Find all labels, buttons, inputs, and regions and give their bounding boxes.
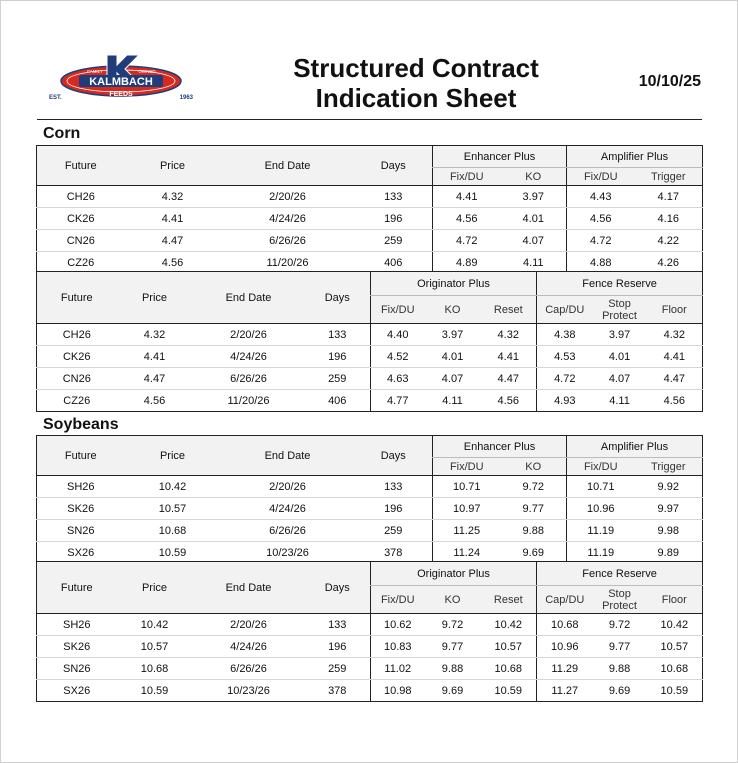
cell-enhancer-fixdu: 10.71 <box>433 476 501 498</box>
col-header-fixdu: Fix/DU <box>567 458 635 476</box>
cell-originator-ko: 9.77 <box>425 636 481 658</box>
cell-amplifier-fixdu: 10.71 <box>567 476 635 498</box>
cell-enhancer-fixdu: 4.56 <box>433 208 501 230</box>
table-row <box>37 636 703 658</box>
cell-originator-reset: 10.68 <box>481 658 537 680</box>
cell-days: 196 <box>355 498 433 520</box>
col-header-end-date: End Date <box>221 146 355 186</box>
cell-days: 259 <box>305 368 371 390</box>
cell-future: SK26 <box>37 498 125 520</box>
cell-fence-stop-protect: 9.72 <box>593 614 647 636</box>
table-row <box>37 208 703 230</box>
cell-price: 10.42 <box>125 476 221 498</box>
cell-enhancer-ko: 9.72 <box>501 476 567 498</box>
cell-originator-reset: 4.32 <box>481 324 537 346</box>
cell-fence-capdu: 11.29 <box>537 658 593 680</box>
cell-originator-reset: 4.56 <box>497 394 519 407</box>
table-row <box>37 368 703 390</box>
col-header-future: Future <box>37 146 125 186</box>
table-row <box>37 658 703 680</box>
table-row <box>37 186 703 208</box>
cell-price: 10.59 <box>140 684 169 697</box>
cell-fence-floor: 10.59 <box>660 684 689 697</box>
col-header-days: Days <box>355 436 433 476</box>
col-header-price: Price <box>125 146 221 186</box>
cell-end-date: 11/20/26 <box>266 256 309 269</box>
cell-originator-ko: 4.07 <box>425 368 481 390</box>
cell-fence-stop-protect: 4.11 <box>609 394 630 407</box>
cell-end-date: 2/20/26 <box>193 324 305 346</box>
cell-price: 4.41 <box>125 208 221 230</box>
cell-enhancer-fixdu: 4.89 <box>433 252 501 274</box>
col-header-ko: KO <box>501 458 567 476</box>
cell-originator-reset: 4.41 <box>481 346 537 368</box>
section-title-corn: Corn <box>43 125 81 142</box>
cell-end-date: 2/20/26 <box>221 186 355 208</box>
group-header-fence-reserve: Fence Reserve <box>537 562 703 586</box>
col-header-future: Future <box>37 562 117 614</box>
cell-originator-fixdu: 10.62 <box>371 614 425 636</box>
cell-end-date: 4/24/26 <box>221 498 355 520</box>
cell-price: 10.59 <box>158 546 187 559</box>
cell-originator-fixdu: 11.02 <box>371 658 425 680</box>
col-header-end-date: End Date <box>193 562 305 614</box>
cell-future: CK26 <box>37 346 117 368</box>
cell-end-date: 6/26/26 <box>221 520 355 542</box>
cell-enhancer-fixdu: 4.41 <box>433 186 501 208</box>
table-row <box>37 680 703 702</box>
cell-days: 196 <box>305 636 371 658</box>
col-header-fixdu: Fix/DU <box>371 296 425 324</box>
cell-fence-stop-protect: 9.88 <box>593 658 647 680</box>
cell-price: 4.41 <box>117 346 193 368</box>
cell-days: 259 <box>355 230 433 252</box>
cell-price: 4.47 <box>117 368 193 390</box>
table-row <box>37 498 703 520</box>
cell-amplifier-trigger: 9.92 <box>635 476 703 498</box>
col-header-reset: Reset <box>481 296 537 324</box>
group-header-originator-plus: Originator Plus <box>371 562 537 586</box>
cell-days: 406 <box>328 394 347 407</box>
cell-future: SK26 <box>37 636 117 658</box>
logo-arc-right: OWNED <box>138 69 156 74</box>
cell-originator-reset: 4.47 <box>481 368 537 390</box>
col-header-price: Price <box>117 562 193 614</box>
table-row <box>37 230 703 252</box>
col-header-ko: KO <box>425 296 481 324</box>
cell-originator-fixdu: 10.98 <box>371 680 425 702</box>
col-header-ko: KO <box>501 168 567 186</box>
cell-originator-fixdu: 10.83 <box>371 636 425 658</box>
cell-future: CH26 <box>37 186 125 208</box>
cell-fence-capdu: 4.53 <box>537 346 593 368</box>
group-header-fence-reserve: Fence Reserve <box>537 272 703 296</box>
cell-originator-reset: 10.59 <box>494 684 523 697</box>
cell-end-date: 10/23/26 <box>227 684 270 697</box>
cell-future: CN26 <box>37 230 125 252</box>
corn-enhancer-amplifier-table <box>36 145 703 274</box>
cell-originator-ko: 3.97 <box>425 324 481 346</box>
cell-price: 4.47 <box>125 230 221 252</box>
cell-price: 10.68 <box>125 520 221 542</box>
cell-days: 133 <box>305 324 371 346</box>
cell-days: 378 <box>328 684 347 697</box>
cell-fence-floor: 10.57 <box>647 636 703 658</box>
cell-end-date: 2/20/26 <box>221 476 355 498</box>
col-header-floor: Floor <box>647 586 703 614</box>
table-row <box>37 614 703 636</box>
cell-amplifier-fixdu: 10.96 <box>567 498 635 520</box>
logo-arc-left: FAMILY <box>87 69 103 74</box>
section-title-soybeans: Soybeans <box>43 416 119 433</box>
cell-future: CZ26 <box>63 394 91 407</box>
cell-originator-fixdu: 4.40 <box>371 324 425 346</box>
col-header-fixdu: Fix/DU <box>433 458 501 476</box>
cell-originator-fixdu: 4.52 <box>371 346 425 368</box>
cell-enhancer-ko: 3.97 <box>501 186 567 208</box>
cell-fence-floor: 10.68 <box>647 658 703 680</box>
col-header-stop-protect <box>593 296 647 324</box>
col-header-floor: Floor <box>647 296 703 324</box>
col-header-end-date: End Date <box>221 436 355 476</box>
cell-enhancer-fixdu: 4.72 <box>433 230 501 252</box>
cell-fence-floor: 10.42 <box>647 614 703 636</box>
cell-amplifier-fixdu: 11.19 <box>567 542 635 564</box>
cell-days: 133 <box>355 186 433 208</box>
cell-future: SX26 <box>63 684 91 697</box>
table-row <box>37 520 703 542</box>
cell-days: 378 <box>384 546 403 559</box>
cell-future: CK26 <box>37 208 125 230</box>
cell-price: 4.56 <box>143 394 166 407</box>
cell-amplifier-fixdu: 11.19 <box>567 520 635 542</box>
col-header-days: Days <box>305 562 371 614</box>
col-header-trigger: Trigger <box>635 168 703 186</box>
table-row <box>37 390 703 412</box>
cell-end-date: 6/26/26 <box>221 230 355 252</box>
col-header-future: Future <box>37 272 117 324</box>
cell-fence-capdu: 10.96 <box>537 636 593 658</box>
logo-brand-text: KALMBACH <box>89 76 153 88</box>
col-header-price: Price <box>125 436 221 476</box>
cell-enhancer-ko: 9.69 <box>522 546 544 559</box>
cell-days: 259 <box>355 520 433 542</box>
cell-future: CH26 <box>37 324 117 346</box>
col-header-end-date: End Date <box>193 272 305 324</box>
group-header-enhancer-plus: Enhancer Plus <box>433 436 567 458</box>
cell-days: 196 <box>305 346 371 368</box>
cell-days: 406 <box>384 256 403 269</box>
col-header-days: Days <box>355 146 433 186</box>
col-header-price: Price <box>117 272 193 324</box>
cell-fence-capdu: 4.93 <box>537 390 593 412</box>
cell-days: 259 <box>305 658 371 680</box>
cell-originator-ko: 9.69 <box>441 684 464 697</box>
cell-enhancer-ko: 4.01 <box>501 208 567 230</box>
cell-amplifier-fixdu: 4.43 <box>567 186 635 208</box>
cell-amplifier-trigger: 4.22 <box>635 230 703 252</box>
cell-enhancer-ko: 9.88 <box>501 520 567 542</box>
col-header-days: Days <box>305 272 371 324</box>
logo-est-text: EST. <box>49 95 62 101</box>
table-row <box>37 476 703 498</box>
cell-end-date: 6/26/26 <box>193 368 305 390</box>
col-header-fixdu: Fix/DU <box>371 586 425 614</box>
cell-future: SH26 <box>37 476 125 498</box>
cell-fence-floor: 4.32 <box>647 324 703 346</box>
cell-fence-capdu: 4.38 <box>537 324 593 346</box>
cell-end-date: 4/24/26 <box>193 346 305 368</box>
cell-enhancer-ko: 4.11 <box>522 256 544 269</box>
cell-originator-reset: 10.57 <box>481 636 537 658</box>
cell-originator-ko: 4.01 <box>425 346 481 368</box>
col-header-capdu: Cap/DU <box>537 296 593 324</box>
col-header-fixdu: Fix/DU <box>433 168 501 186</box>
cell-enhancer-ko: 4.07 <box>501 230 567 252</box>
cell-originator-fixdu: 4.77 <box>371 390 425 412</box>
cell-amplifier-trigger: 4.16 <box>635 208 703 230</box>
cell-amplifier-trigger: 4.26 <box>657 256 679 269</box>
col-header-ko: KO <box>425 586 481 614</box>
kalmbach-feeds-logo <box>45 53 197 105</box>
logo-year-text: 1963 <box>179 95 193 101</box>
cell-price: 4.32 <box>125 186 221 208</box>
col-header-capdu: Cap/DU <box>537 586 593 614</box>
cell-amplifier-fixdu: 4.88 <box>567 252 635 274</box>
corn-originator-fence-table <box>36 271 703 412</box>
col-header-trigger: Trigger <box>635 458 703 476</box>
cell-amplifier-trigger: 4.17 <box>635 186 703 208</box>
cell-fence-stop-protect: 3.97 <box>593 324 647 346</box>
cell-price: 4.32 <box>117 324 193 346</box>
cell-fence-floor: 4.47 <box>647 368 703 390</box>
cell-enhancer-fixdu: 11.24 <box>433 542 501 564</box>
logo-sub-text: FEEDS <box>109 91 133 98</box>
cell-fence-stop-protect: 9.69 <box>608 684 631 697</box>
cell-originator-fixdu: 4.63 <box>371 368 425 390</box>
title-line-1: Structured Contract <box>293 53 539 83</box>
cell-end-date: 6/26/26 <box>193 658 305 680</box>
col-header-stop-protect <box>593 586 647 614</box>
cell-future: SN26 <box>37 658 117 680</box>
cell-future: SX26 <box>67 546 95 559</box>
cell-days: 133 <box>305 614 371 636</box>
cell-enhancer-fixdu: 10.97 <box>433 498 501 520</box>
col-header-stop: Stop <box>608 587 631 600</box>
col-header-protect: Protect <box>602 309 637 322</box>
col-header-stop: Stop <box>608 297 631 310</box>
cell-originator-reset: 10.42 <box>481 614 537 636</box>
title-line-2: Indication Sheet <box>315 83 517 113</box>
cell-fence-stop-protect: 9.77 <box>593 636 647 658</box>
cell-fence-capdu: 11.27 <box>537 680 593 702</box>
cell-amplifier-fixdu: 4.56 <box>567 208 635 230</box>
cell-price: 10.42 <box>117 614 193 636</box>
soybeans-originator-fence-table <box>36 561 703 702</box>
cell-future: SN26 <box>37 520 125 542</box>
col-header-reset: Reset <box>481 586 537 614</box>
cell-fence-capdu: 10.68 <box>537 614 593 636</box>
cell-price: 4.56 <box>161 256 184 269</box>
cell-end-date: 4/24/26 <box>193 636 305 658</box>
cell-fence-stop-protect: 4.01 <box>593 346 647 368</box>
col-header-protect: Protect <box>602 599 637 612</box>
cell-originator-ko: 9.88 <box>425 658 481 680</box>
cell-price: 10.57 <box>125 498 221 520</box>
soybeans-enhancer-amplifier-table <box>36 435 703 564</box>
cell-end-date: 4/24/26 <box>221 208 355 230</box>
document-title <box>261 53 571 113</box>
cell-originator-ko: 4.11 <box>442 394 463 407</box>
cell-end-date: 2/20/26 <box>193 614 305 636</box>
cell-end-date: 10/23/26 <box>266 546 309 559</box>
cell-enhancer-fixdu: 11.25 <box>433 520 501 542</box>
cell-future: SH26 <box>37 614 117 636</box>
cell-price: 10.57 <box>117 636 193 658</box>
cell-days: 133 <box>355 476 433 498</box>
cell-amplifier-trigger: 9.89 <box>657 546 679 559</box>
cell-fence-floor: 4.56 <box>663 394 685 407</box>
col-header-fixdu: Fix/DU <box>567 168 635 186</box>
group-header-originator-plus: Originator Plus <box>371 272 537 296</box>
cell-end-date: 11/20/26 <box>227 394 270 407</box>
cell-fence-capdu: 4.72 <box>537 368 593 390</box>
table-row <box>37 346 703 368</box>
cell-fence-floor: 4.41 <box>647 346 703 368</box>
header-divider <box>37 119 702 120</box>
cell-future: CZ26 <box>67 256 95 269</box>
cell-days: 196 <box>355 208 433 230</box>
table-row <box>37 324 703 346</box>
cell-future: CN26 <box>37 368 117 390</box>
cell-amplifier-trigger: 9.98 <box>635 520 703 542</box>
cell-amplifier-trigger: 9.97 <box>635 498 703 520</box>
group-header-enhancer-plus: Enhancer Plus <box>433 146 567 168</box>
document-date: 10/10/25 <box>638 73 701 90</box>
group-header-amplifier-plus: Amplifier Plus <box>567 146 703 168</box>
cell-fence-stop-protect: 4.07 <box>593 368 647 390</box>
cell-price: 10.68 <box>117 658 193 680</box>
cell-originator-ko: 9.72 <box>425 614 481 636</box>
group-header-amplifier-plus: Amplifier Plus <box>567 436 703 458</box>
cell-enhancer-ko: 9.77 <box>501 498 567 520</box>
cell-amplifier-fixdu: 4.72 <box>567 230 635 252</box>
col-header-future: Future <box>37 436 125 476</box>
